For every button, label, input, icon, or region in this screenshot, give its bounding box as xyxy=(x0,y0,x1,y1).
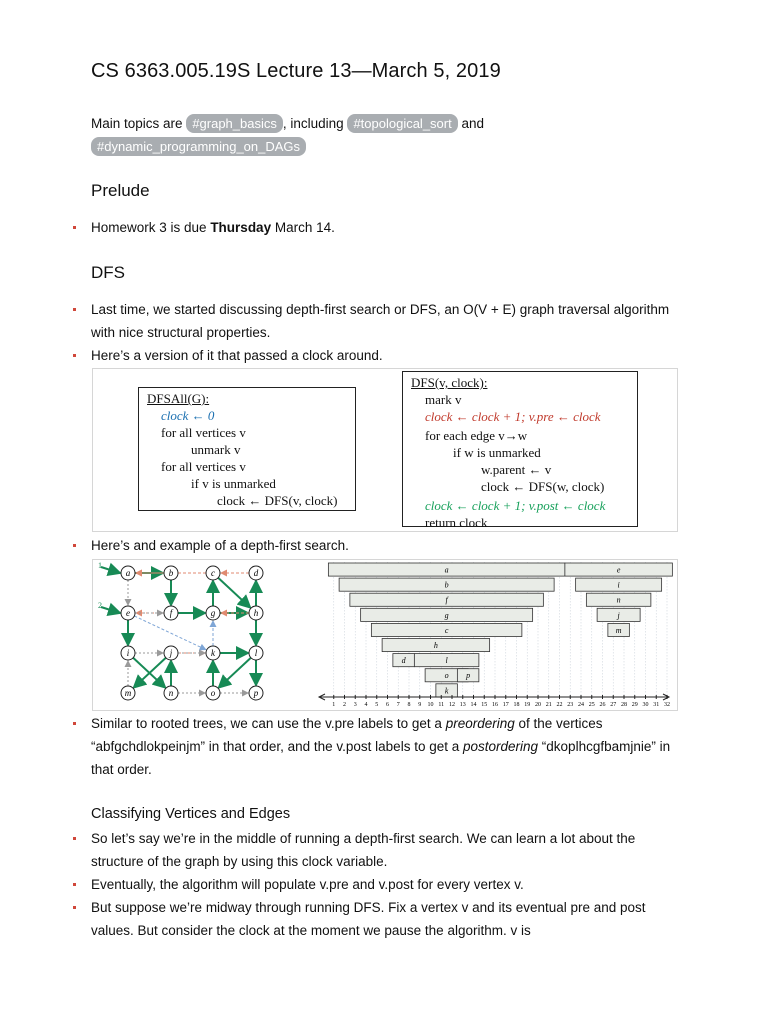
tag-graph-basics[interactable]: #graph_basics xyxy=(186,114,283,133)
list-item xyxy=(73,216,685,239)
interval-label-f: f xyxy=(445,595,448,605)
pseudocode-figure xyxy=(92,368,678,532)
item-emphasis: postordering xyxy=(462,739,539,754)
interval-label-d: d xyxy=(401,656,406,666)
axis-tick-label: 4 xyxy=(364,702,368,708)
classify-heading: Classifying Vertices and Edges xyxy=(91,806,291,822)
axis-tick-label: 24 xyxy=(578,702,584,708)
vertex-label-h: h xyxy=(253,608,259,618)
axis-tick-label: 12 xyxy=(449,702,455,708)
item-text: “dkoplhcgfbamjnie” in that order. xyxy=(91,739,671,777)
graph-edge-c-h xyxy=(218,578,250,608)
axis-tick-label: 29 xyxy=(631,702,638,708)
axis-tick-label: 3 xyxy=(353,702,357,708)
axis-tick-label: 26 xyxy=(599,702,606,708)
axis-tick-label: 25 xyxy=(588,702,595,708)
interval-label-b: b xyxy=(444,580,449,590)
list-item: Here’s a version of it that passed a clock around. xyxy=(73,344,685,367)
page-title: CS 6363.005.19S Lecture 13—March 5, 2019 xyxy=(91,60,501,82)
vertex-label-p: p xyxy=(253,688,259,698)
axis-tick-label: 10 xyxy=(427,702,434,708)
interval-label-m: m xyxy=(615,625,622,635)
interval-label-n: n xyxy=(616,595,621,605)
axis-tick-label: 13 xyxy=(459,702,466,708)
axis-tick-label: 32 xyxy=(664,702,670,708)
vertex-label-f: f xyxy=(169,608,173,618)
axis-tick-label: 5 xyxy=(375,702,379,708)
prelude-list xyxy=(73,216,685,239)
list-item: Last time, we started discussing depth-first search or DFS, an O(V + E) graph traversal algorithm with nice structural properties. xyxy=(73,298,685,344)
list-item: But suppose we’re midway through running DFS. Fix a vertex v and its eventual pre and post values. But consider the clock at the moment we pause the algorithm. v is xyxy=(73,896,685,942)
vertex-label-j: j xyxy=(169,648,173,658)
interval-label-g: g xyxy=(444,610,449,620)
vertex-label-m: m xyxy=(124,688,132,698)
axis-tick-label: 6 xyxy=(386,702,389,708)
interval-label-a: a xyxy=(444,565,449,575)
topics-prefix: Main topics are xyxy=(91,116,183,131)
item-text: of the vertices “abfgchdlokpeinjm” in that order, and the v.post labels to get a xyxy=(91,716,603,754)
vertex-label-a: a xyxy=(125,568,131,578)
list-item xyxy=(73,712,685,781)
axis-tick-label: 7 xyxy=(396,702,400,708)
axis-tick-label: 30 xyxy=(642,702,649,708)
interval-label-k: k xyxy=(444,686,449,696)
axis-tick-label: 9 xyxy=(418,702,422,708)
item-emphasis: preordering xyxy=(445,716,515,731)
start-label: 2 xyxy=(98,601,102,610)
axis-tick-label: 18 xyxy=(513,702,520,708)
tag-topological-sort[interactable]: #topological_sort xyxy=(347,114,457,133)
topics-mid: , including xyxy=(282,116,344,131)
list-item: Eventually, the algorithm will populate v.pre and v.post for every vertex v. xyxy=(73,873,685,896)
dfsall-code-box xyxy=(138,387,356,511)
vertex-label-e: e xyxy=(126,608,130,618)
vertex-label-c: c xyxy=(211,568,215,578)
item-bold: Thursday xyxy=(210,220,272,235)
code-line: for all vertices v xyxy=(161,425,246,440)
axis-tick-label: 22 xyxy=(556,702,563,708)
axis-tick-label: 19 xyxy=(524,702,531,708)
item-text: Similar to rooted trees, we can use the v.pre labels to get a xyxy=(91,716,446,731)
code-line: unmark v xyxy=(191,442,241,457)
code-line: return clock xyxy=(425,515,488,530)
code-line: for each edge v→w xyxy=(425,428,528,443)
interval-label-h: h xyxy=(433,641,438,650)
prelude-heading: Prelude xyxy=(91,181,150,200)
code-line: mark v xyxy=(425,392,462,407)
code-line: for all vertices v xyxy=(161,459,246,474)
interval-label-j: j xyxy=(617,610,620,620)
axis-tick-label: 20 xyxy=(535,702,541,708)
start-arrow xyxy=(101,567,120,573)
topics-and: and xyxy=(461,116,485,131)
dfs-list-1 xyxy=(73,298,685,367)
dfs-list-2 xyxy=(73,534,685,557)
dfs-example-figure xyxy=(92,559,678,711)
interval-label-p: p xyxy=(466,671,471,681)
list-item: So let’s say we’re in the middle of running a depth-first search. We can learn a lot about the structure of the graph by using this clock variable. xyxy=(73,827,685,873)
code-line: clock ← 0 xyxy=(161,408,215,423)
dfs-list-3 xyxy=(73,712,685,781)
graph-edge-l-o xyxy=(219,658,251,688)
item-text: Homework 3 is due xyxy=(91,220,211,235)
code-line: if w is unmarked xyxy=(453,445,541,460)
start-label: 1 xyxy=(98,561,102,570)
vertex-label-d: d xyxy=(253,568,259,578)
code-line: clock ← clock + 1; v.post ← clock xyxy=(425,498,606,513)
axis-tick-label: 27 xyxy=(610,702,617,708)
axis-tick-label: 16 xyxy=(492,702,498,708)
axis-tick-label: 23 xyxy=(567,702,574,708)
axis-tick-label: 31 xyxy=(653,702,660,708)
interval-label-l: l xyxy=(445,656,448,666)
axis-tick-label: 2 xyxy=(343,702,346,708)
vertex-label-k: k xyxy=(211,648,215,658)
vertex-label-o: o xyxy=(210,688,216,698)
code-line: clock ← DFS(w, clock) xyxy=(481,479,605,494)
axis-tick-label: 21 xyxy=(545,702,552,708)
interval-label-i: i xyxy=(617,580,620,590)
dfs-heading: DFS xyxy=(91,263,125,282)
classify-list xyxy=(73,827,685,942)
vertex-label-g: g xyxy=(210,608,216,618)
axis-tick-label: 8 xyxy=(407,702,411,708)
code-line: if v is unmarked xyxy=(191,476,276,491)
code-line: clock ← DFS(v, clock) xyxy=(217,493,338,508)
interval-label-c: c xyxy=(444,625,449,635)
axis-tick-label: 14 xyxy=(470,702,477,708)
tag-dynamic-programming-on-dags[interactable]: #dynamic_programming_on_DAGs xyxy=(91,137,306,156)
axis-tick-label: 11 xyxy=(438,702,445,708)
graph-edge-e-k xyxy=(134,616,205,650)
axis-tick-label: 17 xyxy=(502,702,509,708)
list-item: Here’s and example of a depth-first search. xyxy=(73,534,685,557)
code-line: clock ← clock + 1; v.pre ← clock xyxy=(425,409,601,424)
interval-chart xyxy=(317,560,673,708)
dfs-graph-diagram xyxy=(93,560,313,708)
vertex-label-b: b xyxy=(168,568,174,578)
axis-tick-label: 1 xyxy=(332,702,336,708)
vertex-label-l: l xyxy=(254,648,258,658)
vertex-label-n: n xyxy=(168,688,174,698)
vertex-label-i: i xyxy=(126,648,130,658)
interval-label-e: e xyxy=(616,565,621,575)
axis-tick-label: 28 xyxy=(621,702,627,708)
start-arrow xyxy=(101,607,120,613)
code-line: DFSAll(G): xyxy=(147,391,210,406)
main-topics xyxy=(91,112,691,158)
dfs-code-box xyxy=(402,371,638,530)
interval-label-o: o xyxy=(444,671,449,681)
item-text: March 14. xyxy=(271,220,335,235)
axis-tick-label: 15 xyxy=(481,702,488,708)
code-line: DFS(v, clock): xyxy=(411,375,488,390)
code-line: w.parent ← v xyxy=(481,462,552,477)
